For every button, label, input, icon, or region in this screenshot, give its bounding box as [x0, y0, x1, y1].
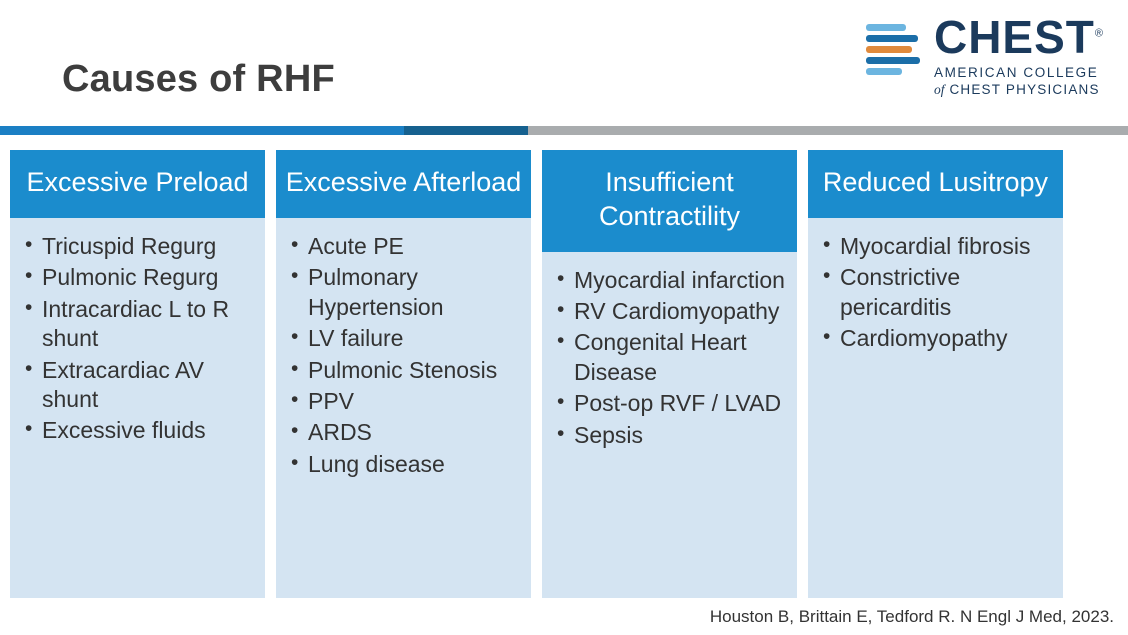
bullet-list [286, 232, 521, 480]
bullet-list [818, 232, 1053, 354]
list-item: • ARDS [286, 418, 521, 447]
divider-segment-gray [528, 126, 1128, 135]
header-divider [0, 126, 1128, 135]
chest-logo-word: CHEST [933, 11, 1095, 63]
list-item: • Intracardiac L to R shunt [20, 295, 255, 354]
column-body [276, 218, 531, 598]
list-item: • Tricuspid Regurg [20, 232, 255, 261]
list-item: • LV failure [286, 324, 521, 353]
column-insufficient-contractility [542, 150, 797, 598]
bullet-list [20, 232, 255, 446]
list-item: • Acute PE [286, 232, 521, 261]
citation: Houston B, Brittain E, Tedford R. N Engl J Med, 2023. [709, 607, 1114, 626]
list-item: • Constrictive pericarditis [818, 263, 1053, 322]
list-item: • Cardiomyopathy [818, 324, 1053, 353]
bullet-list [552, 266, 787, 451]
column-heading: Insufficient Contractility [542, 150, 797, 252]
list-item: • Pulmonic Stenosis [286, 356, 521, 385]
list-item: • Myocardial infarction [552, 266, 787, 295]
column-body [10, 218, 265, 598]
chest-logo-text [933, 11, 1104, 98]
column-heading: Reduced Lusitropy [808, 150, 1063, 218]
divider-segment-blue [0, 126, 404, 135]
column-heading: Excessive Afterload [276, 150, 531, 218]
list-item: • PPV [286, 387, 521, 416]
chest-logo-of: of [933, 81, 945, 97]
column-excessive-preload [10, 150, 265, 598]
list-item: • RV Cardiomyopathy [552, 297, 787, 326]
list-item: • Sepsis [552, 421, 787, 450]
column-heading: Excessive Preload [10, 150, 265, 218]
list-item: • Excessive fluids [20, 416, 255, 445]
column-body [542, 252, 797, 599]
chest-logo-subline-2 [934, 82, 1100, 98]
page-title: Causes of RHF [62, 58, 335, 100]
list-item: • Pulmonic Regurg [20, 263, 255, 292]
list-item: • Pulmonary Hypertension [286, 263, 521, 322]
chest-logo-physicians: CHEST PHYSICIANS [944, 81, 1100, 97]
chest-logo-subline-1: AMERICAN COLLEGE [933, 64, 1099, 80]
list-item: • Lung disease [286, 450, 521, 479]
column-reduced-lusitropy [808, 150, 1063, 598]
list-item: • Extracardiac AV shunt [20, 356, 255, 415]
list-item: • Myocardial fibrosis [818, 232, 1053, 261]
chest-logo-wordmark [933, 11, 1104, 63]
causes-columns [10, 150, 1120, 598]
list-item: • Congenital Heart Disease [552, 328, 787, 387]
chest-logo-mark-icon [866, 20, 926, 76]
slide-header [0, 0, 1128, 128]
divider-segment-dark-blue [404, 126, 528, 135]
list-item: • Post-op RVF / LVAD [552, 389, 787, 418]
column-excessive-afterload [276, 150, 531, 598]
registered-mark: ® [1094, 27, 1104, 40]
chest-logo [866, 11, 1104, 98]
column-body [808, 218, 1063, 598]
